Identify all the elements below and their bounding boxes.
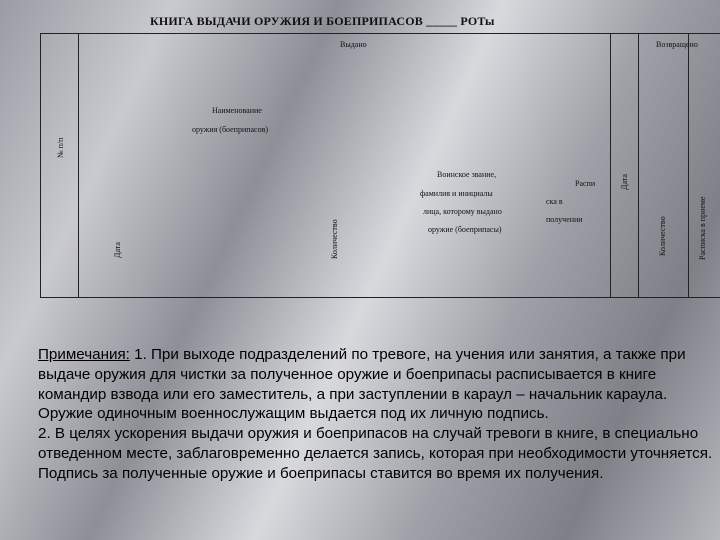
header-returned: Возвращено — [656, 40, 698, 49]
note-2: 2. В целях ускорения выдачи оружия и боеприпасов на случай тревоги в книге, в специально отведенном месте, заблаговременно делается запись, которая при необходимости уточняется. Подпись за полученные оружие и боеприпасы ставится во время их получения. — [38, 425, 713, 482]
divider-issued-returned — [610, 33, 611, 297]
header-return-signature: Расписка в приеме — [698, 196, 707, 260]
table-top-border — [40, 33, 720, 34]
table-bottom-border — [40, 297, 720, 298]
header-number: № п/п — [56, 137, 65, 158]
header-signature-line1: Распи — [575, 179, 596, 188]
note-1 — [38, 345, 714, 424]
note-1-text: 1. При выходе подразделений по тревоге, на учения или занятия, а также при выдаче оружия для чистки за полученное оружие и боеприпасы расписывается в книге командир взвода или его заместитель, а при заступлении в караул – начальник караула. Оружие одиночным военнослужащим выдается под их личную подпись. — [38, 346, 686, 423]
header-person-line4: оружие (боеприпасы) — [428, 225, 502, 234]
header-issued: Выдано — [340, 40, 367, 49]
divider-return-date — [638, 33, 639, 297]
header-signature-line2: ска в — [546, 197, 563, 206]
header-return-date: Дата — [620, 174, 629, 190]
header-person-line1: Воинское звание, — [437, 170, 497, 179]
header-signature-line3: получении — [546, 215, 583, 224]
header-date: Дата — [113, 242, 122, 258]
header-quantity: Количество — [330, 219, 339, 259]
notes-block — [38, 345, 714, 484]
header-return-quantity: Количество — [658, 216, 667, 256]
table-left-border — [40, 33, 41, 297]
divider-return-quantity — [688, 33, 689, 297]
header-weapon-name-line2: оружия (боеприпасов) — [192, 125, 269, 134]
header-weapon-name-line1: Наименование — [212, 106, 262, 115]
header-person-line2: фамилия и инициалы — [420, 189, 493, 198]
page-title: КНИГА ВЫДАЧИ ОРУЖИЯ И БОЕПРИПАСОВ _____ РОТы — [150, 14, 495, 28]
header-person-line3: лица, которому выдано — [423, 207, 502, 216]
notes-label: Примечания: — [38, 346, 130, 363]
divider-number — [78, 33, 79, 297]
